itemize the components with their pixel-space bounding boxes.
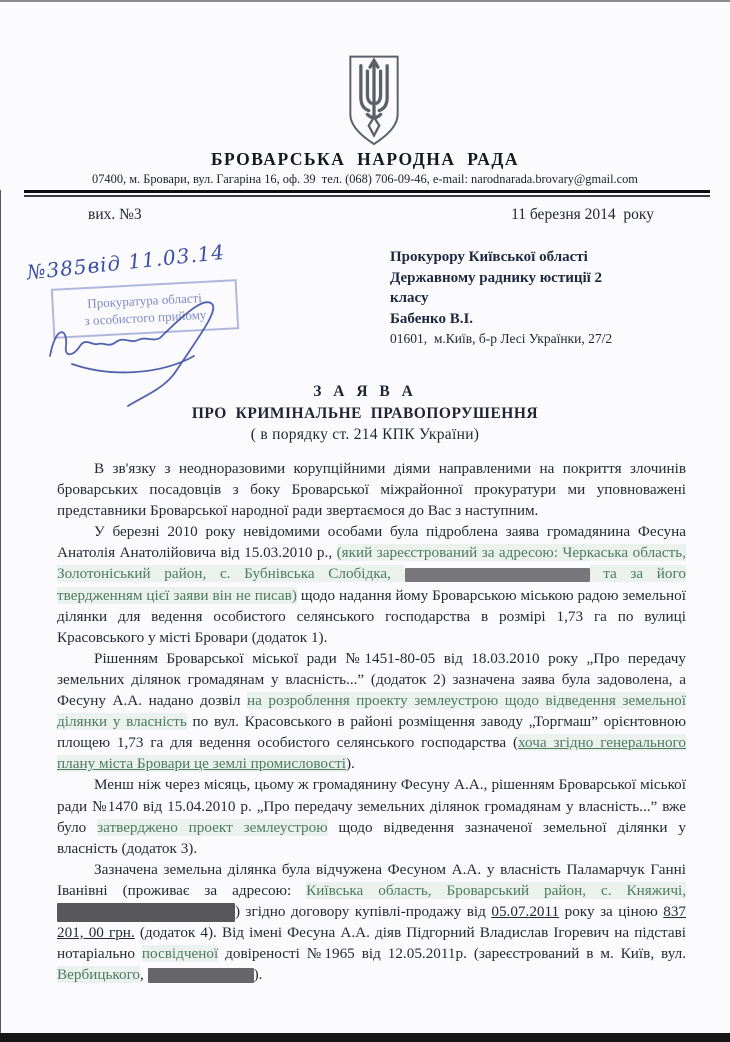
letter-date: 11 березня 2014 року [511,206,654,223]
redaction-bar [148,968,254,983]
text-segment: року за ціною [559,902,664,920]
addressee-block [390,247,700,350]
paragraph [57,458,686,521]
redaction-bar [57,903,235,922]
addressee-title: Прокурору Київської області [390,249,588,265]
highlighted-text: Вербицького [57,966,141,984]
highlighted-text: Київська область, Броварський район, с. Княжичі, [306,881,686,899]
scan-edge-bottom [0,1033,730,1042]
stamp-line-1: Прокуратура області [86,290,203,312]
scan-edge-top [0,0,730,2]
document-title-block [0,381,730,446]
handwritten-registry-number: №385від 11.03.14 [25,239,227,285]
scan-edge-left [0,190,1,1033]
text-segment: довіреності №1965 від 12.05.2011р. (зареєстрований в м. Київ, вул. [218,945,686,963]
document-subtitle: ПРО КРИМІНАЛЬНЕ ПРАВОПОРУШЕННЯ [191,404,539,422]
text-segment: , [140,966,148,984]
document-legal-basis: ( в порядку ст. 214 КПК України) [250,426,480,443]
paragraph [57,648,686,775]
text-segment: щодо відведення зазначеної земельної ділянки у власність (додаток 3). [57,818,687,857]
text-segment: по вул. Красовського в районі розміщення заводу „Торгмаш” орієнтовною площею 1,73 га для ведення особистого селянського господарства ( [57,713,686,752]
text-segment: 05.07.2011 [491,902,560,920]
text-segment: (додаток 4). Від імені Фесуна А.А. діяв Підгорний Владислав Ігоревич на підставі нотаріально [57,924,686,963]
letterhead-divider [24,190,710,197]
paragraph [57,774,686,858]
highlighted-text: на розроблення проекту землеустрою щодо відведення земельної ділянки у власність [57,692,686,731]
document-title: З А Я В А [313,383,417,400]
body-paragraphs [57,458,686,985]
organization-address: 07400, м. Бровари, вул. Гагаріна 16, оф. 39 тел. (068) 706-09-46, e-mail: narodnarada.brovary@gmail.com [92,172,638,186]
reference-row [88,206,654,224]
text-segment: ). [345,755,355,773]
text-segment: ). [253,966,263,984]
highlighted-text: посвідченої [141,945,219,963]
trident-emblem-icon [341,54,407,146]
addressee-rank: Державному раднику юстиції 2 [390,269,603,286]
redaction-bar [405,568,590,582]
addressee-address: 01601, м.Київ, б-р Лесі Українки, 27/2 [390,331,613,346]
highlighted-text: та за його твердженням цієї заяви він не писав) [57,565,686,604]
highlighted-text: затверджено проект землеустрою [97,818,328,836]
highlighted-text: хоча згідно генерального плану міста Бровари це землі промисловості [57,734,686,773]
text-segment: Зазначена земельна ділянка була відчужена Фесуном А.А. у власність Паламарчук Ганні Іванівні (проживає за адресою: [57,860,686,899]
paragraph [57,521,686,648]
text-segment: У березні 2010 року невідомими особами була підроблена заява громадянина Фесуна Анатолія Анатолійовича від 15.03.2010 р., [57,523,686,562]
paragraph [57,859,686,986]
text-segment: Рішенням Броварської міської ради №1451-80-05 від 18.03.2010 року „Про передачу земельних ділянок громадянам у власність...” (додаток 2) зазначена заява була задоволена, а Фесуну А.А. надано дозвіл [57,649,686,710]
text-segment: ) згідно договору купівлі-продажу від [235,902,492,920]
stamp-line-2: з особистого прийому [84,306,207,329]
highlighted-text: (який зареєстрований за адресою: Черкаська область, Золотоніський район, с. Бубнівська Слобідка, [57,544,686,583]
addressee-name: Бабенко В.І. [390,310,474,327]
organization-name: БРОВАРСЬКА НАРОДНА РАДА [210,149,520,169]
outgoing-number: вих. №3 [88,206,142,223]
text-segment: Менш ніж через місяць, цьому ж громадянину Фесуну А.А., рішенням Броварської міської ради №1470 від 15.04.2010 р. „Про передачу земельних ділянок громадянам у власність...” вже було [57,776,686,836]
text-segment: В зв'язку з неодноразовими корупційними діями направленими на покриття злочинів броварських посадовців з боку Броварської міжрайонної прокуратури ми уповноважені представники Броварської народної ради звертаємося до Вас з наступним. [57,460,686,520]
text-segment: щодо надання йому Броварською міською радою земельної ділянки для ведення особистого селянського господарства в розмірі 1,73 га по вулиці Красовського у місті Бровари (додаток 1). [57,586,686,646]
addressee-rank-2: класу [390,290,429,306]
text-segment: 837 201, 00 грн. [57,902,686,942]
